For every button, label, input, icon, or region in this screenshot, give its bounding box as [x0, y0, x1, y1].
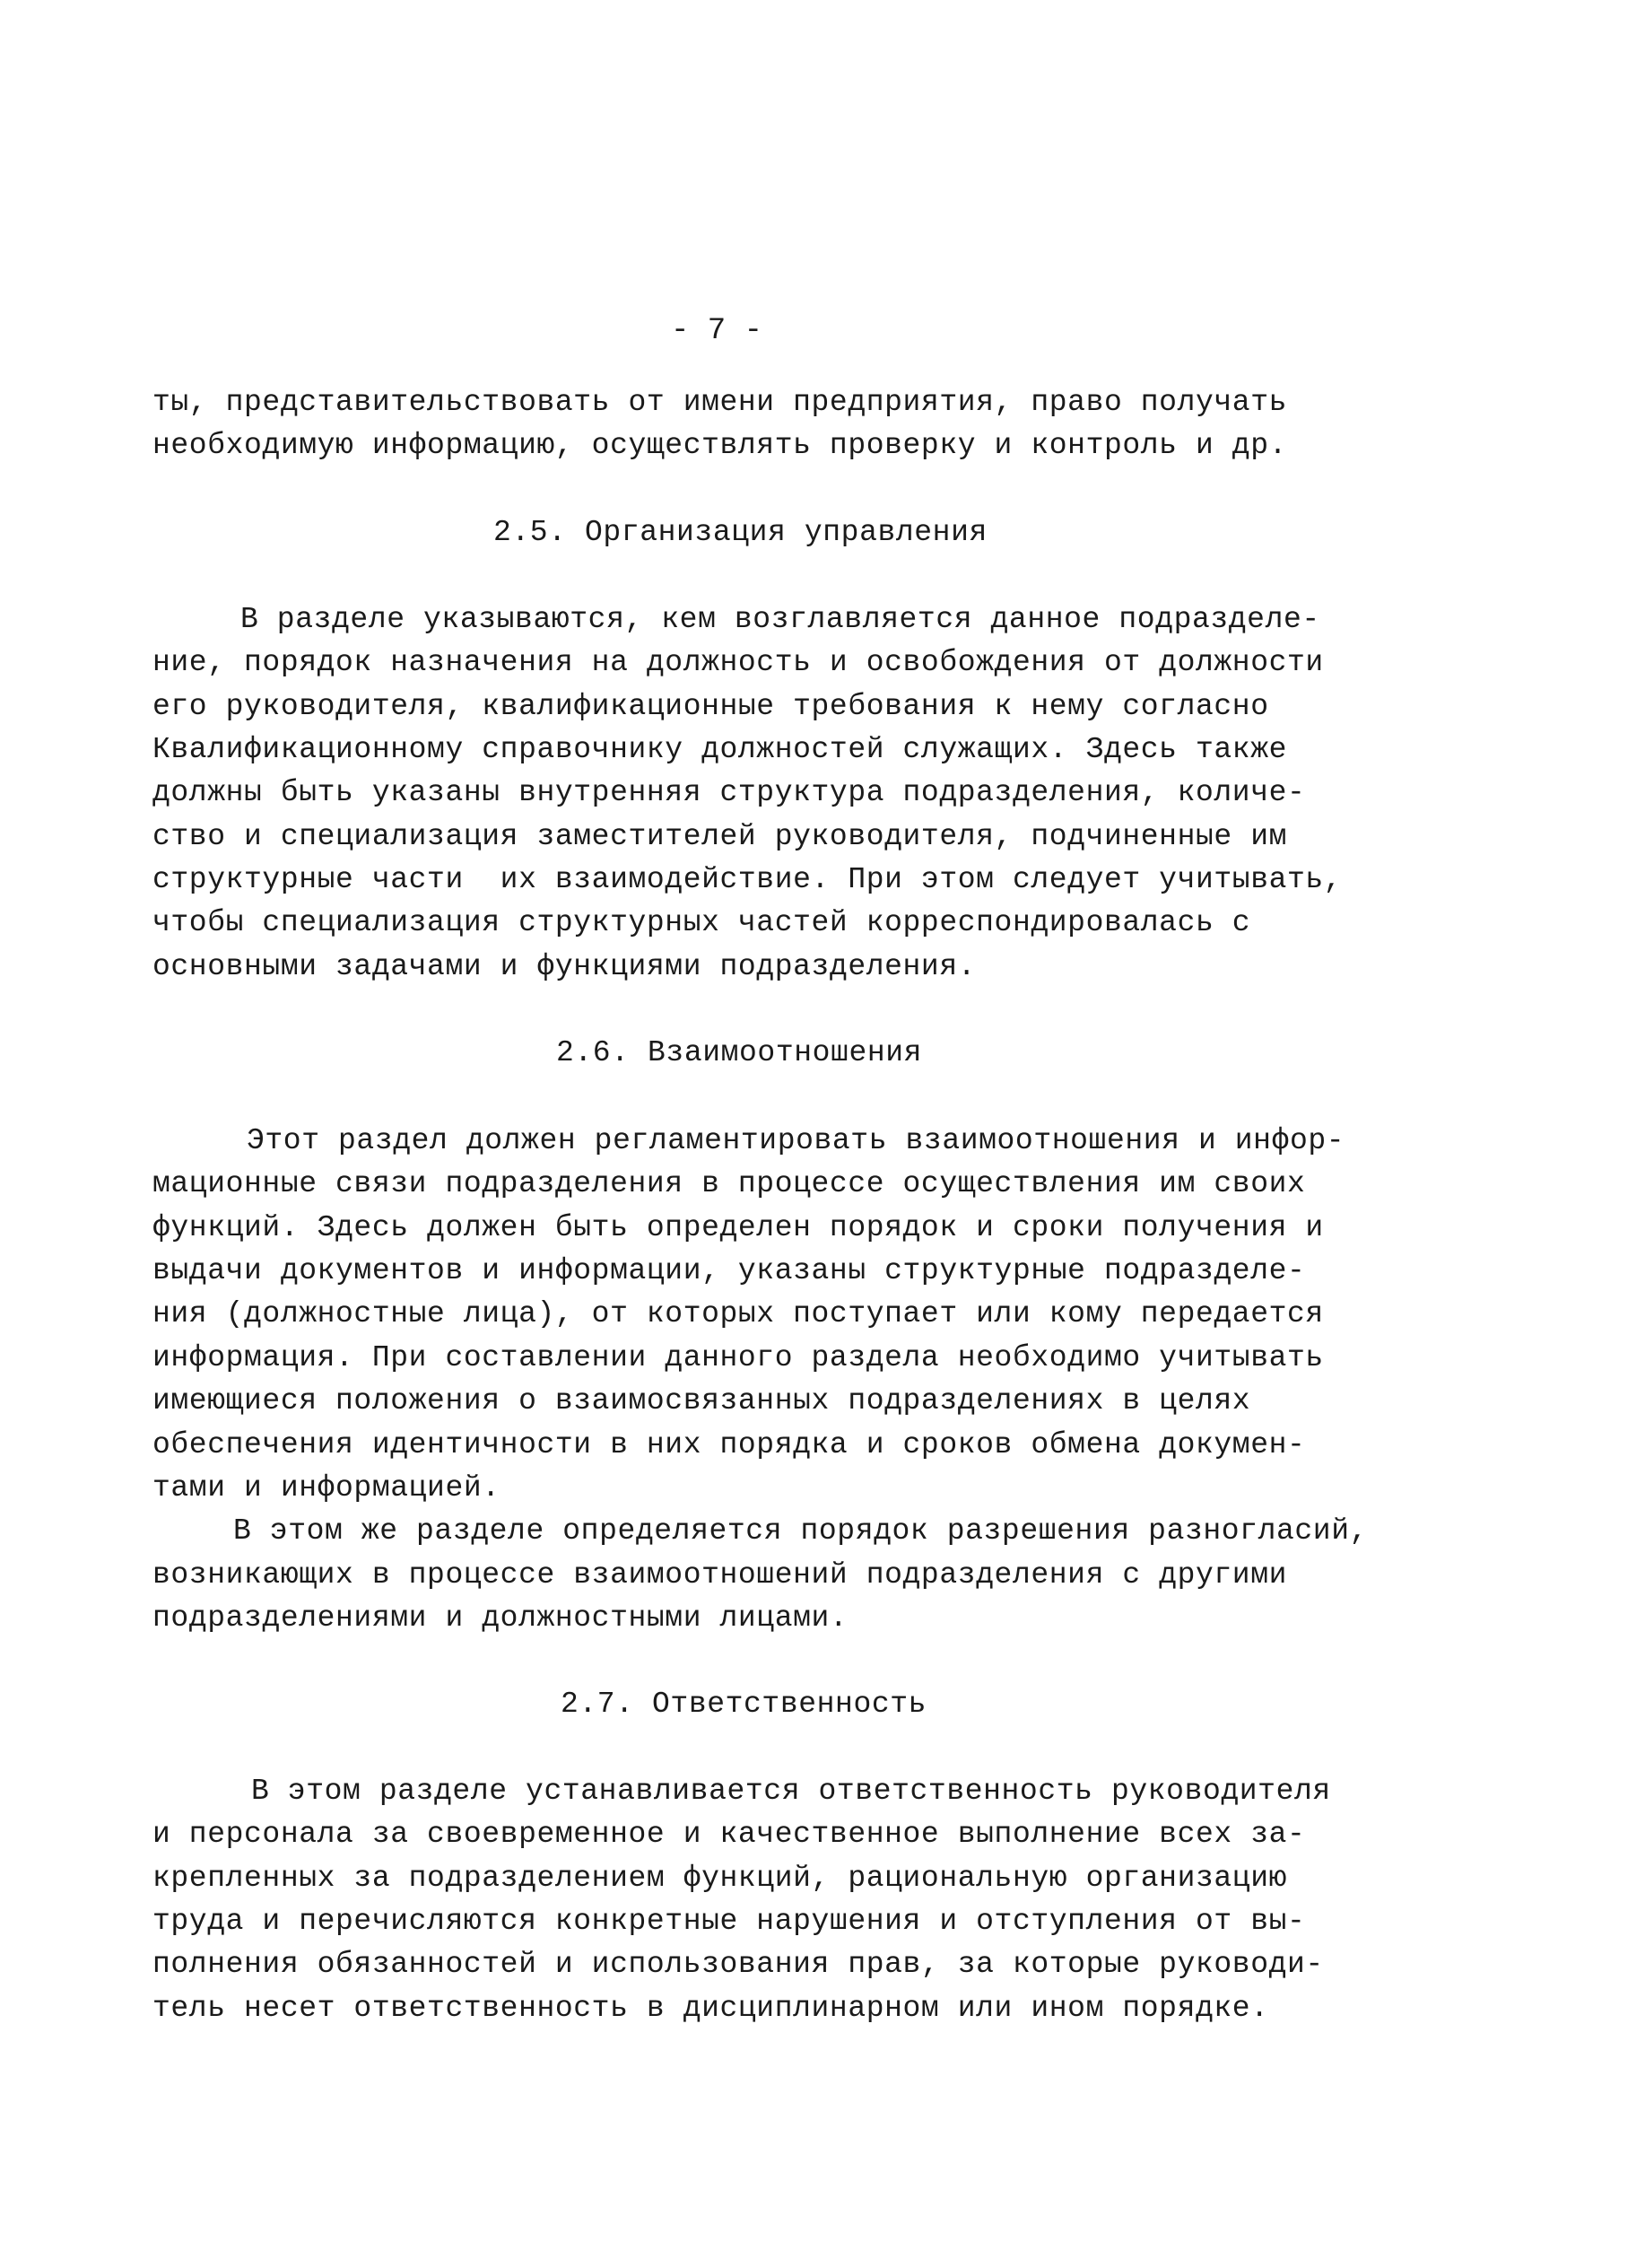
- section-2-7-line-6: тель несет ответственность в дисциплинарном или ином порядке.: [152, 1992, 1269, 2025]
- section-2-6-line-10: В этом же разделе определяется порядок разрешения разногласий,: [233, 1514, 1368, 1548]
- section-2-6-line-5: ния (должностные лица), от которых поступает или кому передается: [152, 1297, 1324, 1330]
- section-2-5-line-4: Квалификационному справочнику должностей служащих. Здесь также: [152, 733, 1287, 766]
- section-2-6-line-12: подразделениями и должностными лицами.: [152, 1601, 849, 1635]
- section-2-5-line-2: ние, порядок назначения на должность и освобождения от должности: [152, 646, 1324, 679]
- section-2-5-line-6: ство и специализация заместителей руководителя, подчиненные им: [152, 820, 1287, 853]
- section-2-6-line-6: информация. При составлении данного раздела необходимо учитывать: [152, 1341, 1324, 1374]
- section-2-6-line-8: обеспечения идентичности в них порядка и сроков обмена докумен-: [152, 1428, 1306, 1461]
- section-2-7-line-5: полнения обязанностей и использования прав, за которые руководи-: [152, 1948, 1324, 1981]
- intro-line-1: ты, представительствовать от имени предприятия, право получать: [152, 386, 1287, 419]
- section-2-5-line-7: структурные части их взаимодействие. При этом следует учитывать,: [152, 863, 1343, 896]
- section-2-7-line-1: В этом разделе устанавливается ответственность руководителя: [251, 1775, 1331, 1808]
- section-2-5-line-5: должны быть указаны внутренняя структура подразделения, количе-: [152, 776, 1306, 809]
- section-2-5-line-8: чтобы специализация структурных частей корреспондировалась с: [152, 906, 1251, 939]
- section-2-6-line-1: Этот раздел должен регламентировать взаимоотношения и инфор-: [247, 1124, 1345, 1157]
- section-2-5-line-9: основными задачами и функциями подразделения.: [152, 950, 977, 983]
- section-2-6-line-7: имеющиеся положения о взаимосвязанных подразделениях в целях: [152, 1384, 1251, 1418]
- section-2-6-line-3: функций. Здесь должен быть определен порядок и сроки получения и: [152, 1211, 1324, 1244]
- section-2-6-heading: 2.6. Взаимоотношения: [556, 1036, 923, 1069]
- section-2-5-line-3: его руководителя, квалификационные требования к нему согласно: [152, 690, 1269, 723]
- section-2-7-line-2: и персонала за своевременное и качественное выполнение всех за-: [152, 1818, 1306, 1851]
- section-2-5-line-1: В разделе указываются, кем возглавляется данное подразделе-: [240, 603, 1320, 636]
- page-number: - 7 -: [671, 314, 763, 348]
- section-2-7-line-4: труда и перечисляются конкретные нарушения и отступления от вы-: [152, 1905, 1306, 1938]
- section-2-6-line-2: мационные связи подразделения в процессе осуществления им своих: [152, 1167, 1306, 1200]
- section-2-6-line-4: выдачи документов и информации, указаны структурные подразделе-: [152, 1254, 1306, 1287]
- intro-line-2: необходимую информацию, осуществлять проверку и контроль и др.: [152, 429, 1287, 462]
- section-2-6-line-9: тами и информацией.: [152, 1471, 500, 1505]
- section-2-6-line-11: возникающих в процессе взаимоотношений подразделения с другими: [152, 1558, 1287, 1592]
- section-2-7-heading: 2.7. Ответственность: [561, 1688, 927, 1721]
- section-2-7-line-3: крепленных за подразделением функций, рациональную организацию: [152, 1862, 1287, 1895]
- section-2-5-heading: 2.5. Организация управления: [493, 516, 988, 549]
